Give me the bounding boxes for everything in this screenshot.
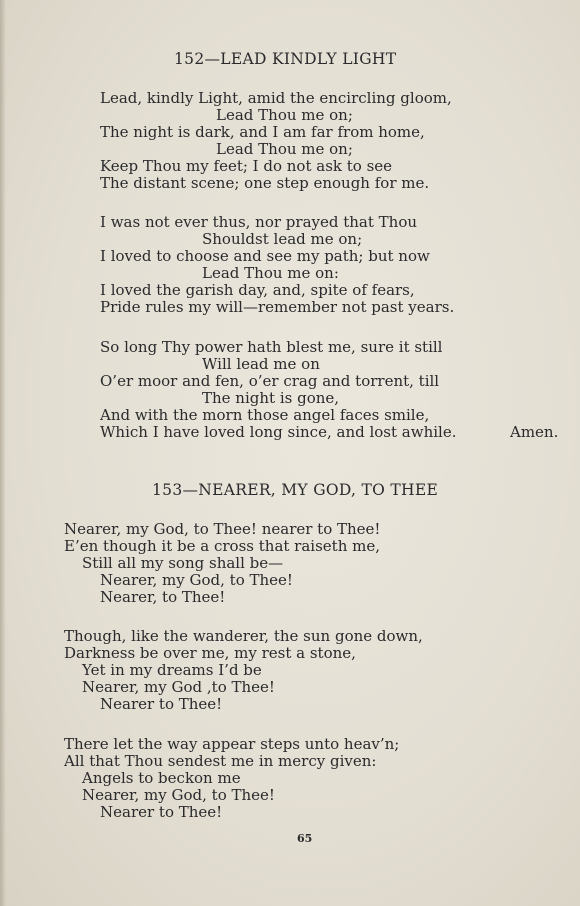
verse-line: Nearer, my God, to Thee! — [82, 786, 275, 804]
verse-line: E’en though it be a cross that raiseth me, — [64, 537, 380, 555]
page-edge-shadow — [0, 0, 6, 906]
verse-line: All that Thou sendest me in mercy given: — [64, 752, 377, 770]
verse-line: Shouldst lead me on; — [202, 230, 363, 248]
verse-line: Still all my song shall be— — [82, 554, 284, 572]
verse-line: Lead Thou me on; — [216, 106, 353, 124]
verse-line: Angels to beckon me — [82, 769, 241, 787]
verse-line: Keep Thou my feet; I do not ask to see — [100, 157, 393, 175]
verse-line: Yet in my dreams I’d be — [82, 661, 262, 679]
verse-line: Lead Thou me on: — [202, 264, 339, 282]
verse-line: I was not ever thus, nor prayed that Thou — [100, 213, 418, 231]
verse-line: I loved to choose and see my path; but now — [100, 247, 430, 265]
verse-line: Nearer to Thee! — [100, 695, 223, 713]
verse-line: Will lead me on — [202, 355, 320, 373]
verse-line: I loved the garish day, and, spite of fears, — [100, 281, 415, 299]
amen-label: Amen. — [510, 423, 559, 441]
verse-line: Though, like the wanderer, the sun gone down, — [64, 627, 423, 645]
verse-line: Nearer, my God, to Thee! — [100, 571, 293, 589]
hymn-152-title: 152—LEAD KINDLY LIGHT — [174, 50, 397, 68]
verse-line: Nearer, to Thee! — [100, 588, 226, 606]
verse-line: Lead, kindly Light, amid the encircling gloom, — [100, 89, 452, 107]
verse-line: Lead Thou me on; — [216, 140, 353, 158]
verse-line: So long Thy power hath blest me, sure it still — [100, 338, 443, 356]
verse-line: Nearer, my God ,to Thee! — [82, 678, 275, 696]
verse-line: The night is gone, — [202, 389, 340, 407]
verse-line: Which I have loved long since, and lost awhile. — [100, 423, 457, 441]
verse-line: Pride rules my will—remember not past years. — [100, 298, 455, 316]
verse-line: Darkness be over me, my rest a stone, — [64, 644, 356, 662]
verse-line: The distant scene; one step enough for me. — [100, 174, 430, 192]
hymn-153-title: 153—NEARER, MY GOD, TO THEE — [152, 481, 439, 499]
verse-line: And with the morn those angel faces smile, — [100, 406, 430, 424]
verse-line: Nearer to Thee! — [100, 803, 223, 821]
verse-line: The night is dark, and I am far from home, — [100, 123, 425, 141]
verse-line: O’er moor and fen, o’er crag and torrent, till — [100, 372, 440, 390]
verse-line: Nearer, my God, to Thee! nearer to Thee! — [64, 520, 381, 538]
page-number: 65 — [297, 832, 313, 845]
verse-line: There let the way appear steps unto heav’n; — [64, 735, 400, 753]
